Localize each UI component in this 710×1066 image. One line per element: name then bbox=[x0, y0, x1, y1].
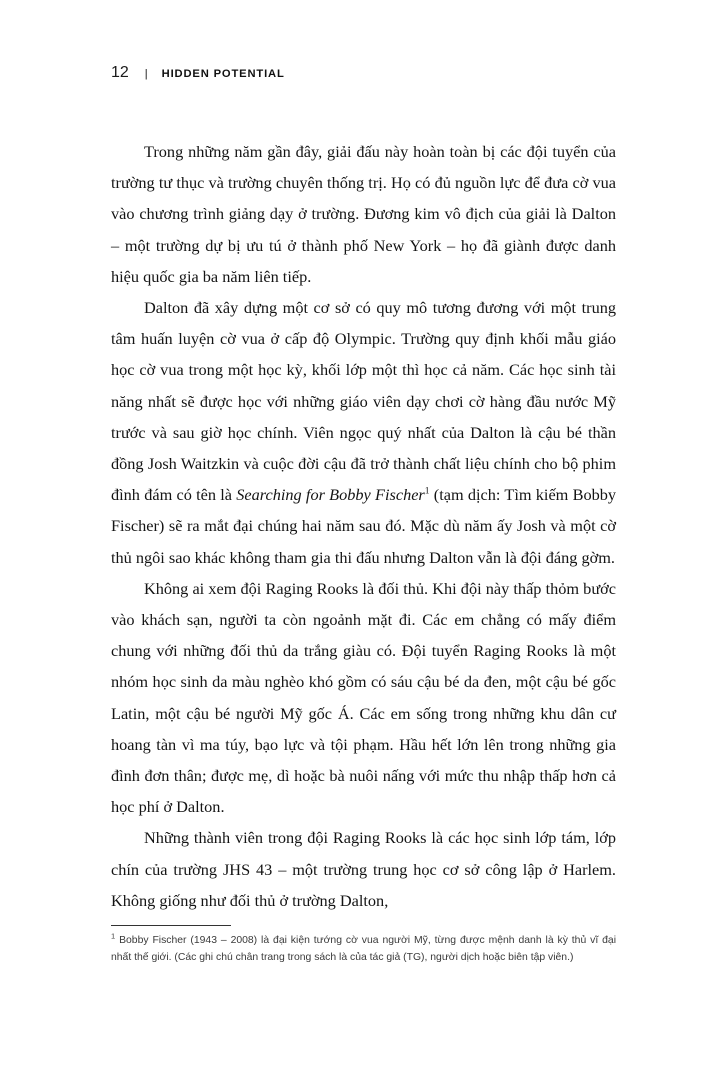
footnote-body: Bobby Fischer (1943 – 2008) là đại kiện tướng cờ vua người Mỹ, từng được mệnh danh là kỳ thủ vĩ đại nhất thế giới. (Các ghi chú chân trang trong sách là của tác giả (TG), người dịch hoặc biên tập viên.) bbox=[111, 935, 616, 963]
footnote-rule bbox=[111, 925, 231, 926]
body-text-column bbox=[111, 136, 616, 916]
header-separator: | bbox=[144, 68, 148, 80]
paragraph-text-tail: (tạm dịch: Tìm kiếm Bobby Fischer) sẽ ra mắt đại chúng hai năm sau đó. Mặc dù năm ấy Josh và một cờ thủ ngôi sao khác không tham gia thi đấu nhưng Dalton vẫn là đội đáng gờm. bbox=[111, 485, 617, 567]
footnote-number: 1 bbox=[111, 931, 116, 941]
running-header bbox=[111, 64, 285, 82]
footnote-marker: 1 bbox=[424, 486, 430, 497]
footnote-area bbox=[111, 925, 616, 966]
paragraph: Những thành viên trong đội Raging Rooks là các học sinh lớp tám, lớp chín của trường JHS 43 – một trường trung học cơ sở công lập ở Harlem. Không giống như đối thủ ở trường Dalton, bbox=[111, 828, 616, 910]
paragraph: Trong những năm gần đây, giải đấu này hoàn toàn bị các đội tuyển của trường tư thục và trường chuyên thống trị. Họ có đủ nguồn lực để đưa cờ vua vào chương trình giảng dạy ở trường. Đương kim vô địch của giải là Dalton – một trường dự bị ưu tú ở thành phố New York – họ đã giành được danh hiệu quốc gia ba năm liên tiếp. bbox=[111, 142, 616, 286]
paragraph bbox=[111, 292, 616, 573]
book-film-title: Searching for Bobby Fischer bbox=[236, 485, 425, 505]
paragraph-text: Dalton đã xây dựng một cơ sở có quy mô tương đương với một trung tâm huấn luyện cờ vua ở cấp độ Olympic. Trường quy định khối mẫu giáo học cờ vua trong một học kỳ, khối lớp một thì học cả năm. Các học sinh tài năng nhất sẽ được học với những giáo viên dạy chơi cờ hàng đầu nước Mỹ trước và sau giờ học chính. Viên ngọc quý nhất của Dalton là cậu bé thần đồng Josh Waitzkin và cuộc đời cậu đã trở thành chất liệu chính cho bộ phim đình đám có tên là bbox=[111, 298, 616, 505]
page-number: 12 bbox=[111, 64, 129, 81]
book-title: HIDDEN POTENTIAL bbox=[161, 68, 285, 80]
paragraph: Không ai xem đội Raging Rooks là đối thủ. Khi đội này thấp thỏm bước vào khách sạn, người ta còn ngoảnh mặt đi. Các em chẳng có mấy điểm chung với những đối thủ da trắng giàu có. Đội tuyển Raging Rooks là một nhóm học sinh da màu nghèo khó gồm có sáu cậu bé da đen, một cậu bé gốc Latin, một cậu bé người Mỹ gốc Á. Các em sống trong những khu dân cư hoang tàn vì ma túy, bạo lực và tội phạm. Hầu hết lớn lên trong những gia đình đơn thân; được mẹ, dì hoặc bà nuôi nấng với mức thu nhập thấp hơn cả học phí ở Dalton. bbox=[111, 578, 616, 817]
footnote-text bbox=[111, 933, 616, 966]
